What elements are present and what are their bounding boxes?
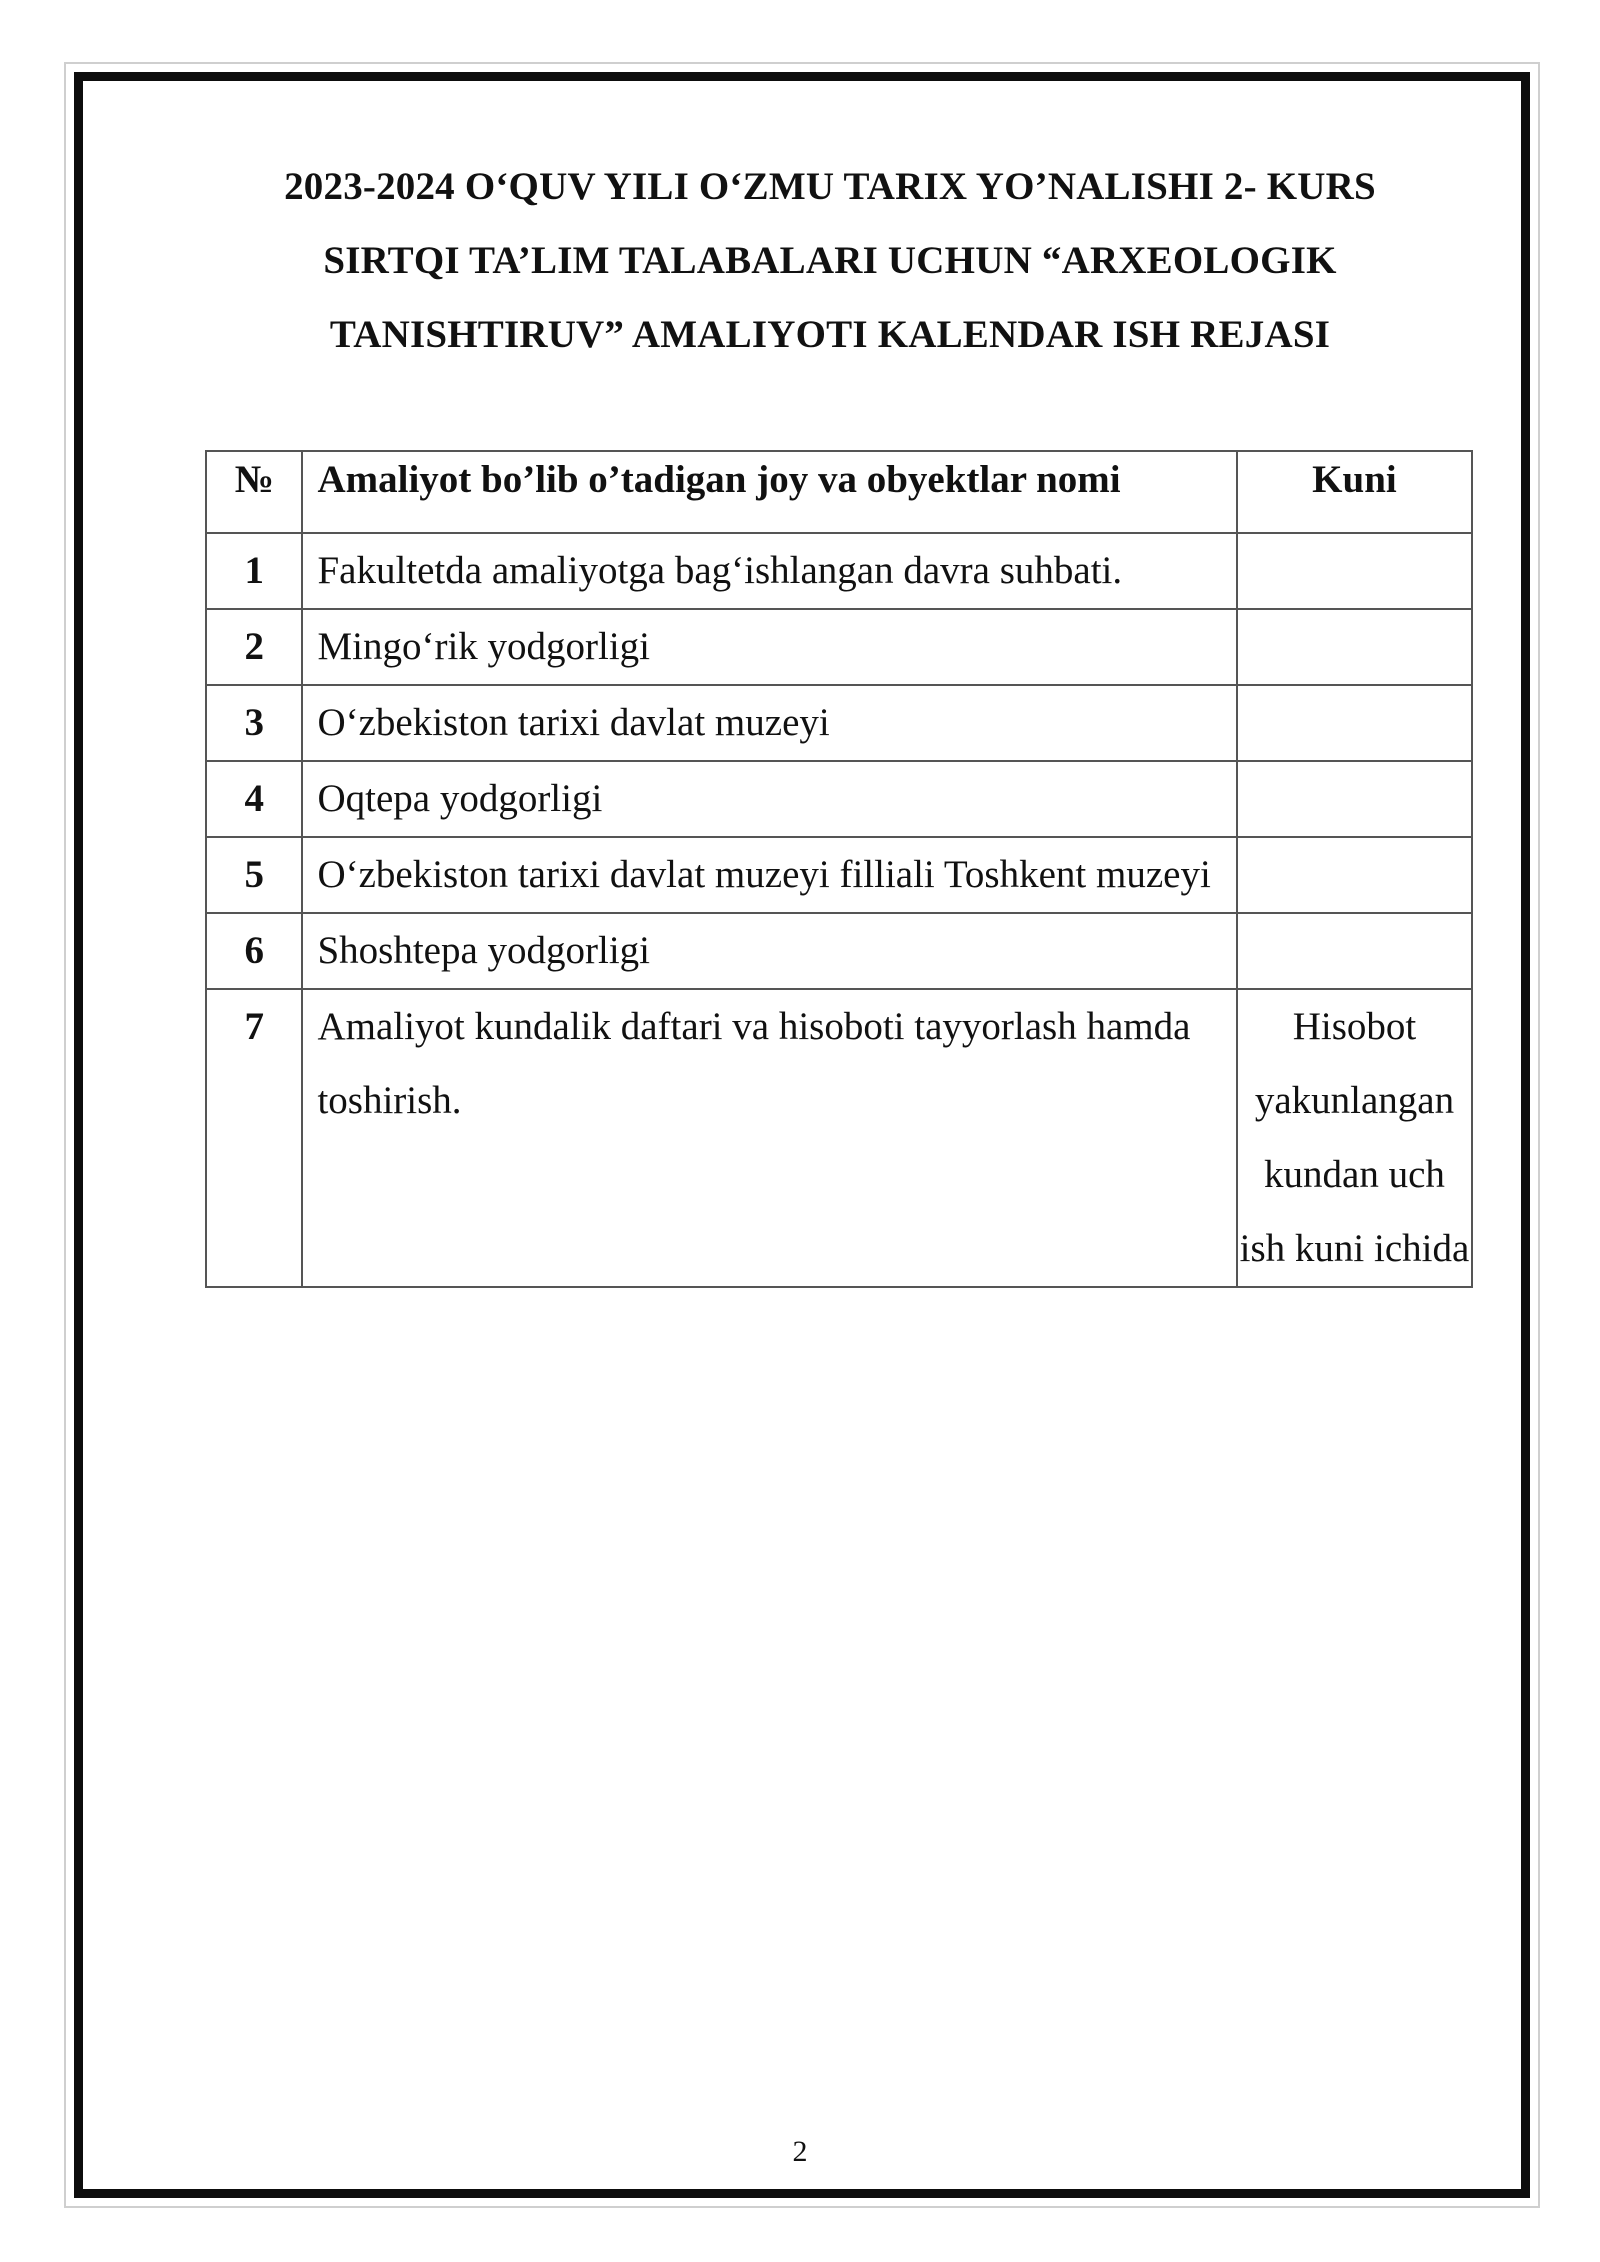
table-row <box>206 837 1472 913</box>
schedule-table <box>205 450 1473 1288</box>
row-place: Shoshtepa yodgorligi <box>302 913 1236 989</box>
table-row <box>206 533 1472 609</box>
row-day <box>1237 685 1472 761</box>
title-line-1: 2023-2024 O‘QUV YILI O‘ZMU TARIX YO’NALISHI 2- KURS <box>284 165 1376 208</box>
row-num: 3 <box>206 685 302 761</box>
row-day <box>1237 533 1472 609</box>
table-row <box>206 761 1472 837</box>
row-day: Hisobot yakunlangan kundan uch ish kuni ichida <box>1237 989 1472 1287</box>
row-num: 6 <box>206 913 302 989</box>
page-number: 2 <box>792 2135 808 2168</box>
header-day: Kuni <box>1237 451 1472 533</box>
row-day <box>1237 913 1472 989</box>
row-num: 4 <box>206 761 302 837</box>
row-num: 2 <box>206 609 302 685</box>
table-header-row <box>206 451 1472 533</box>
title-line-3: TANISHTIRUV” AMALIYOTI KALENDAR ISH REJASI <box>329 313 1331 356</box>
table-row <box>206 609 1472 685</box>
row-place: Oqtepa yodgorligi <box>302 761 1236 837</box>
row-place: Amaliyot kundalik daftari va hisoboti tayyorlash hamda toshirish. <box>302 989 1236 1287</box>
row-num: 5 <box>206 837 302 913</box>
row-day <box>1237 761 1472 837</box>
document-title <box>220 150 1440 372</box>
row-day <box>1237 609 1472 685</box>
row-num: 1 <box>206 533 302 609</box>
row-day <box>1237 837 1472 913</box>
row-place: Mingo‘rik yodgorligi <box>302 609 1236 685</box>
row-place: O‘zbekiston tarixi davlat muzeyi filliali Toshkent muzeyi <box>302 837 1236 913</box>
header-place: Amaliyot bo’lib o’tadigan joy va obyektlar nomi <box>302 451 1236 533</box>
table-row <box>206 913 1472 989</box>
table-row <box>206 989 1472 1287</box>
row-num: 7 <box>206 989 302 1287</box>
title-line-2: SIRTQI TA’LIM TALABALARI UCHUN “ARXEOLOGIK <box>323 239 1337 282</box>
row-place: O‘zbekiston tarixi davlat muzeyi <box>302 685 1236 761</box>
row-place: Fakultetda amaliyotga bag‘ishlangan davra suhbati. <box>302 533 1236 609</box>
header-num: № <box>206 451 302 533</box>
table-row <box>206 685 1472 761</box>
